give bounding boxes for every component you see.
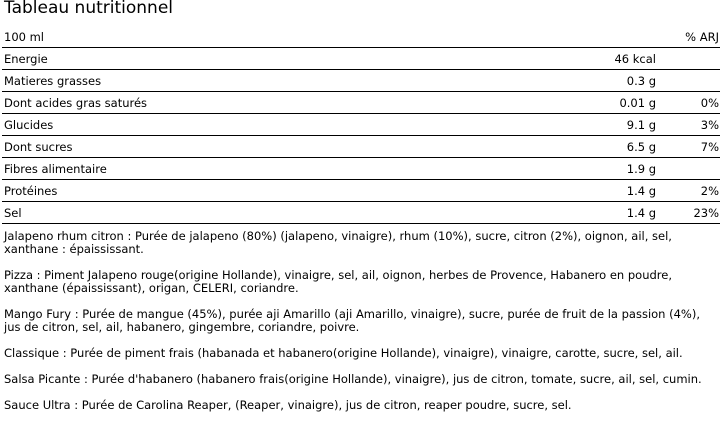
nutrient-label: Dont sucres [2,136,536,158]
nutrient-amount: 46 kcal [536,48,659,70]
nutrient-pct [659,48,720,70]
table-row [2,70,720,92]
nutrient-label: Dont acides gras saturés [2,92,536,114]
nutrient-label: Protéines [2,180,536,202]
nutrient-label: Matieres grasses [2,70,536,92]
nutrient-pct: 7% [659,136,720,158]
header-pct-arj: % ARJ [659,26,720,48]
nutrient-pct: 23% [659,202,720,224]
ingredients-list [4,230,709,425]
table-row [2,136,720,158]
table-row [2,180,720,202]
header-serving: 100 ml [2,26,536,48]
nutrient-amount: 6.5 g [536,136,659,158]
nutrient-pct: 2% [659,180,720,202]
table-header-row [2,26,720,48]
nutrition-table [2,26,720,224]
ingredient-paragraph: Pizza : Piment Jalapeno rouge(origine Hollande), vinaigre, sel, ail, oignon, herbes de Provence, Habanero en poudre, xanthane (épaississant), origan, CELERI, coriandre. [4,268,672,295]
nutrient-pct [659,158,720,180]
nutrient-amount: 9.1 g [536,114,659,136]
ingredient-paragraph: Classique : Purée de piment frais (habanada et habanero(origine Hollande), vinaigre), vinaigre, carotte, sucre, sel, ail. [4,346,683,360]
header-amount [536,26,659,48]
nutrient-amount: 1.4 g [536,202,659,224]
nutrient-label: Fibres alimentaire [2,158,536,180]
page-title: Tableau nutritionnel [4,0,174,18]
table-row [2,114,720,136]
nutrient-amount: 0.3 g [536,70,659,92]
nutrition-table-body [2,26,720,224]
nutrient-amount: 1.9 g [536,158,659,180]
nutrient-pct [659,70,720,92]
nutrient-label: Energie [2,48,536,70]
table-row [2,48,720,70]
nutrient-label: Glucides [2,114,536,136]
nutrient-pct: 3% [659,114,720,136]
nutrient-pct: 0% [659,92,720,114]
table-row [2,92,720,114]
table-row [2,158,720,180]
ingredient-paragraph: Jalapeno rhum citron : Purée de jalapeno (80%) (jalapeno, vinaigre), rhum (10%), sucre, citron (2%), oignon, ail, sel, xanthane : épaississant. [4,229,672,256]
ingredient-paragraph: Salsa Picante : Purée d'habanero (habanero frais(origine Hollande), vinaigre), jus de citron, tomate, sucre, ail, sel, cumin. [4,372,702,386]
nutrient-amount: 1.4 g [536,180,659,202]
ingredient-paragraph: Sauce Ultra : Purée de Carolina Reaper, (Reaper, vinaigre), jus de citron, reaper poudre, sucre, sel. [4,398,572,412]
ingredient-paragraph: Mango Fury : Purée de mangue (45%), purée aji Amarillo (aji Amarillo, vinaigre), sucre, purée de fruit de la passion (4%), jus de citron, sel, ail, habanero, gingembre, coriandre, poivre. [4,307,700,334]
nutrient-label: Sel [2,202,536,224]
table-row [2,202,720,224]
nutrient-amount: 0.01 g [536,92,659,114]
